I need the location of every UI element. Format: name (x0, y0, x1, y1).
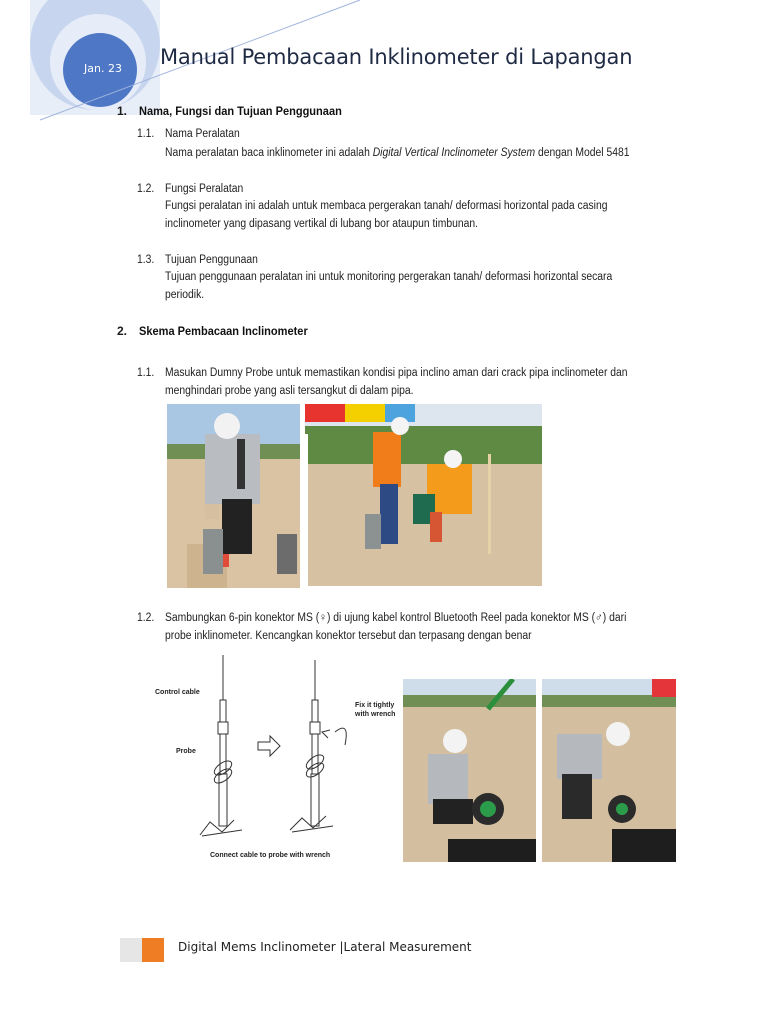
footer-grey-block (120, 938, 142, 962)
diagram-label-control-cable: Control cable (155, 689, 200, 696)
item-1-3-number: 1.3. (137, 254, 155, 266)
diagram-label-fix-1: Fix it tightly (355, 702, 395, 709)
item-1-1-title: Nama Peralatan (165, 128, 240, 140)
probe-connection-diagram (150, 650, 390, 865)
photo-field-reading-team (305, 404, 542, 586)
item-1-1-number: 1.1. (137, 128, 155, 140)
footer-text: Digital Mems Inclinometer |Lateral Measurement (178, 940, 472, 954)
step-1-1-number: 1.1. (137, 367, 155, 379)
diagram-caption: Connect cable to probe with wrench (210, 852, 331, 859)
section-1-heading: Nama, Fungsi dan Tujuan Penggunaan (139, 104, 342, 118)
section-1-number: 1. (117, 104, 128, 118)
item-1-2-number: 1.2. (137, 183, 155, 195)
section-2-number: 2. (117, 324, 128, 338)
header-date: Jan. 23 (84, 62, 122, 75)
item-1-2-text: Fungsi peralatan ini adalah untuk membaca pergerakan tanah/ deformasi horizontal pada casing inclinometer yang dipasang vertikal di lubang bor ataupun timbunan. (165, 200, 608, 230)
step-1-2-text: Sambungkan 6-pin konektor MS (♀) di ujung kabel kontrol Bluetooth Reel pada konektor MS (♂) dari probe inklinometer. Kencangkan konektor tersebut dan terpasang dengan benar (165, 612, 627, 642)
step-1-2-number: 1.2. (137, 612, 155, 624)
diagram-label-fix-2: with wrench (355, 711, 396, 718)
page-title: Manual Pembacaan Inklinometer di Lapangan (160, 45, 633, 69)
section-2-heading: Skema Pembacaan Inclinometer (139, 324, 308, 338)
item-1-1-text: Nama peralatan baca inklinometer ini adalah Digital Vertical Inclinometer System dengan Model 5481 (165, 147, 630, 159)
photo-dummy-probe-insertion (167, 404, 300, 588)
photo-connecting-cable-2 (542, 679, 676, 862)
item-1-3-title: Tujuan Penggunaan (165, 254, 258, 266)
diagram-label-probe: Probe (176, 748, 196, 755)
item-1-3-text: Tujuan penggunaan peralatan ini untuk monitoring pergerakan tanah/ deformasi horizontal secara periodik. (165, 271, 613, 301)
item-1-2-title: Fungsi Peralatan (165, 183, 244, 195)
step-1-1-text: Masukan Dumny Probe untuk memastikan kondisi pipa inclino aman dari crack pipa inclinometer dan menghindari probe yang asli tersangkut di dalam pipa. (165, 367, 628, 397)
photo-connecting-cable-1 (403, 679, 536, 862)
footer-orange-block (142, 938, 164, 962)
